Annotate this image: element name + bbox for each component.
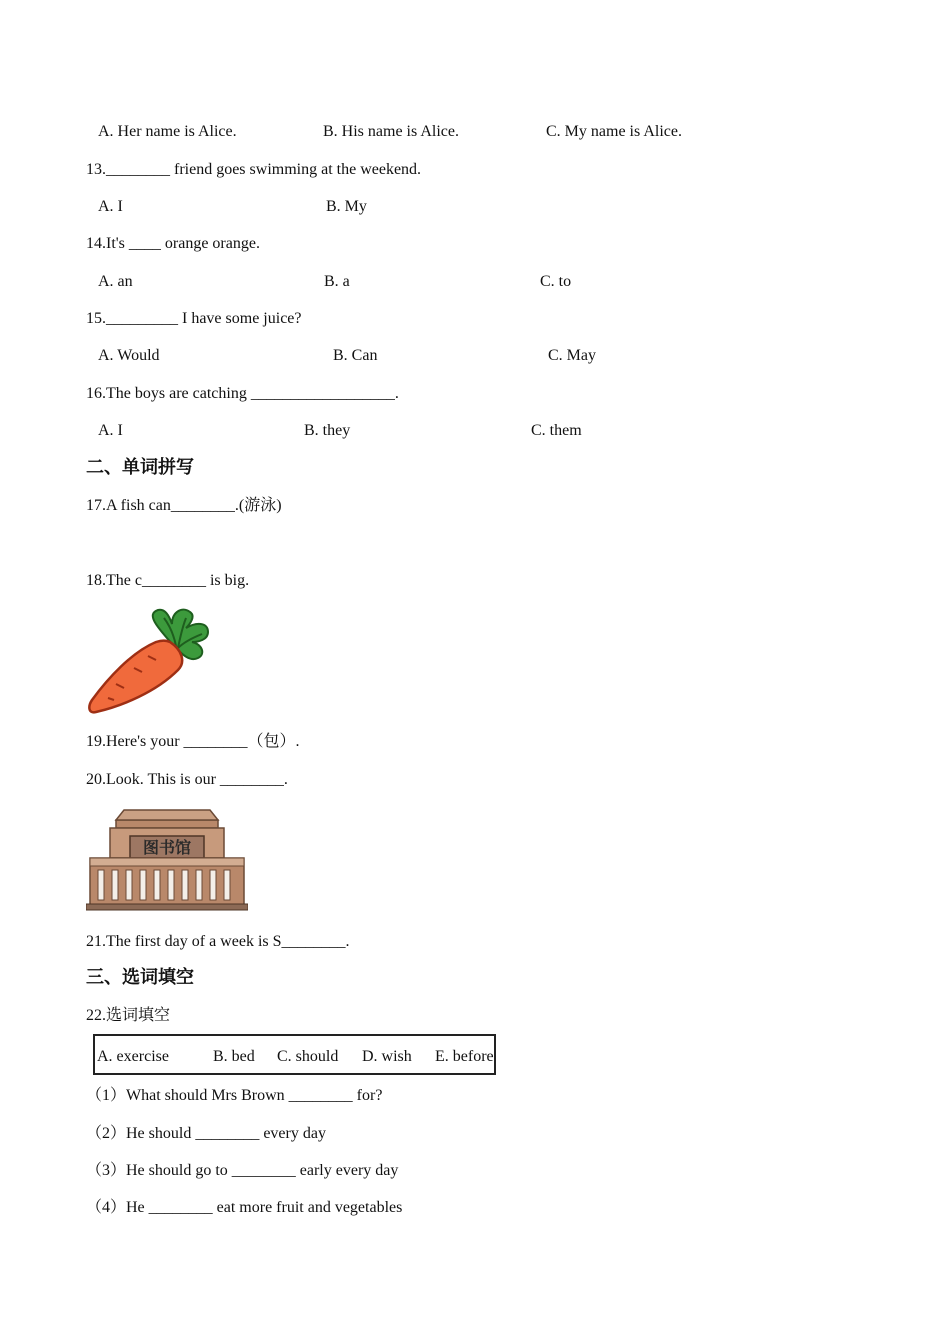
q14-option-c: C. to — [540, 273, 572, 290]
library-building-image — [86, 806, 248, 912]
q15-option-a: A. Would — [98, 347, 160, 364]
q17-stem: 17.A fish can________.(游泳) — [86, 497, 282, 514]
q22-item-3: （3）He should go to ________ early every day — [86, 1162, 399, 1179]
word-bank-word-b: B. bed — [213, 1048, 255, 1065]
q15-stem: 15._________ I have some juice? — [86, 310, 302, 327]
q14-stem: 14.It's ____ orange orange. — [86, 235, 260, 252]
q22-item-4: （4）He ________ eat more fruit and vegetables — [86, 1199, 403, 1216]
q13-stem: 13.________ friend goes swimming at the weekend. — [86, 161, 422, 178]
carrot-image — [86, 606, 216, 718]
section-heading-spelling: 二、单词拼写 — [86, 457, 194, 478]
word-bank-word-c: C. should — [277, 1048, 339, 1065]
word-bank-word-a: A. exercise — [97, 1048, 169, 1065]
word-bank-box — [93, 1034, 496, 1075]
q13-option-b: B. My — [326, 198, 367, 215]
q18-stem: 18.The c________ is big. — [86, 572, 250, 589]
library-sign-text: 图书馆 — [142, 838, 192, 857]
word-bank-word-e: E. before — [435, 1048, 494, 1065]
q15-option-c: C. May — [548, 347, 596, 364]
q12-option-a: A. Her name is Alice. — [98, 123, 237, 140]
q22-item-2: （2）He should ________ every day — [86, 1125, 326, 1142]
q14-option-a: A. an — [98, 273, 133, 290]
q19-stem: 19.Here's your ________（包）. — [86, 733, 300, 750]
q21-stem: 21.The first day of a week is S________. — [86, 933, 350, 950]
q14-option-b: B. a — [324, 273, 350, 290]
q12-option-b: B. His name is Alice. — [323, 123, 459, 140]
q16-option-a: A. I — [98, 422, 123, 439]
q16-option-c: C. them — [531, 422, 582, 439]
q16-stem: 16.The boys are catching __________________. — [86, 385, 399, 402]
q20-stem: 20.Look. This is our ________. — [86, 771, 288, 788]
q16-option-b: B. they — [304, 422, 351, 439]
q22-stem: 22.选词填空 — [86, 1007, 171, 1024]
q13-option-a: A. I — [98, 198, 123, 215]
q12-option-c: C. My name is Alice. — [546, 123, 682, 140]
section-heading-fill-blanks: 三、选词填空 — [86, 967, 194, 988]
q15-option-b: B. Can — [333, 347, 378, 364]
word-bank-word-d: D. wish — [362, 1048, 412, 1065]
q22-item-1: （1）What should Mrs Brown ________ for? — [86, 1087, 383, 1104]
